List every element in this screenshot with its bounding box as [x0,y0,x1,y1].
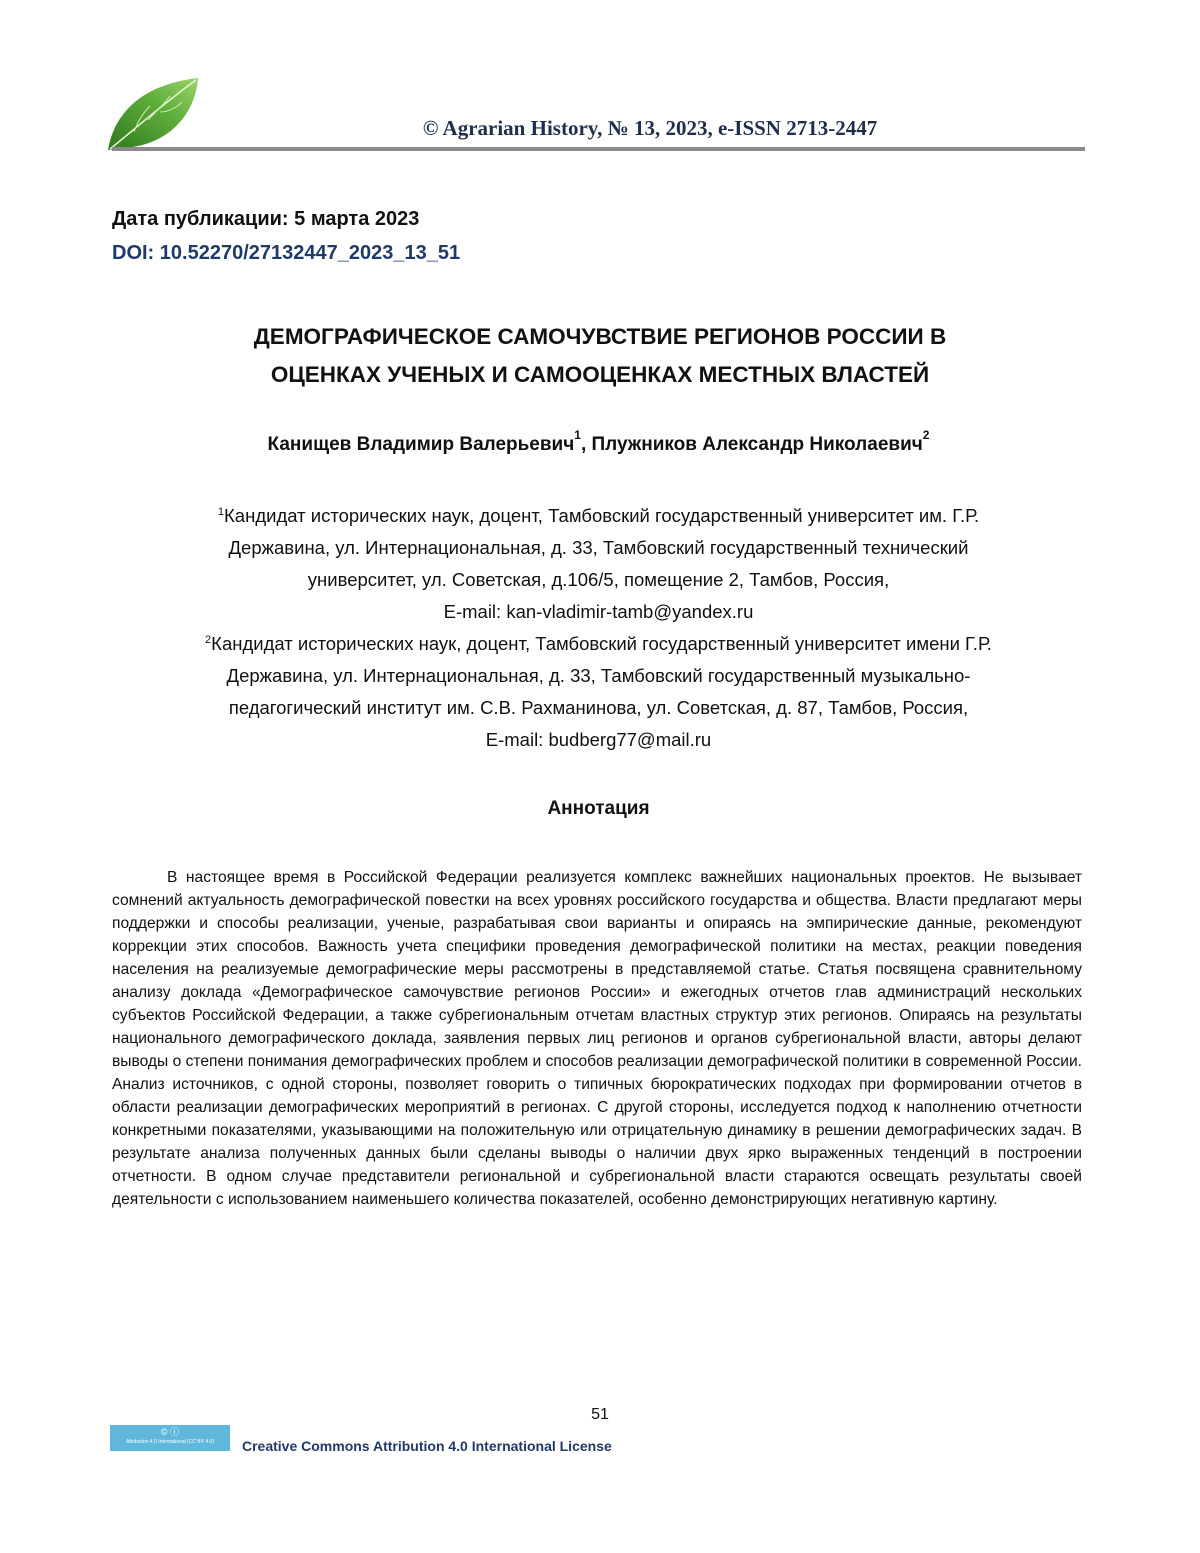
cc-icon: © ⓘ [160,1427,180,1437]
affiliation-2-text: Кандидат исторических наук, доцент, Тамбовский государственный университет имени Г.Р. [211,633,992,654]
cc-license-badge[interactable] [110,1425,230,1451]
page-number: 51 [591,1406,609,1423]
doi[interactable]: DOI: 10.52270/27132447_2023_13_51 [112,242,461,264]
affiliation-1-sup: 1 [217,506,225,518]
authors [112,428,1085,456]
annotation-heading: Аннотация [547,798,650,819]
annotation-text: В настоящее время в Российской Федерации реализуется комплекс важнейших национальных проектов. Не вызывает сомнений актуальность демографической повестки на всех уровнях российского государства и общества. Власти предлагают меры поддержки и способы реализации, ученые, разрабатывая свои варианты и опираясь на эмпирические данные, рекомендуют коррекции этих способов. Важность учета специфики проведения демографической политики на местах, реакции поведения населения на реализуемые демографические меры рассмотрены в представляемой статье. Статья посвящена сравнительному анализу доклада «Демографическое самочувствие регионов России» и ежегодных отчетов глав администраций нескольких субъектов Российской Федерации, а также субрегиональным отчетам властных структур этих регионов. Опираясь на результаты национального демографического доклада, заявления первых лиц регионов и органов субрегиональной власти, авторы делают выводы о степени понимания демографических проблем и способов реализации демографической политики в современной России. Анализ источников, с одной стороны, позволяет говорить о типичных бюрократических подходах при формировании отчетов в области реализации демографических мероприятий в регионах. С другой стороны, исследуется подход к наполнению отчетности конкретными показателями, указывающими на положительную или отрицательную динамику в решении демографических задач. В результате анализа полученных данных были сделаны выводы о наличии двух ярко выраженных тенденций в построении отчетности. В одном случае представители региональной и субрегиональной власти стараются освещать результаты своей деятельности с использованием наименьшего количества показателей, особенно демонстрирующих негативную картину. [112,869,1083,1208]
affiliation-2-sup: 2 [205,634,212,646]
author-2: Плужников Александр Николаевич [591,434,923,455]
publication-date: Дата публикации: 5 марта 2023 [112,208,420,230]
affiliation-1-email[interactable]: E-mail: kan-vladimir-tamb@yandex.ru [443,601,754,622]
leaf-logo-icon [104,72,204,156]
author-1: Канищев Владимир Валерьевич [267,434,575,455]
affiliation-2-email[interactable]: E-mail: budberg77@mail.ru [485,729,712,750]
affiliations [112,500,1085,756]
title-line-1: ДЕМОГРАФИЧЕСКОЕ САМОЧУВСТВИЕ РЕГИОНОВ РОССИИ В [253,324,947,349]
title-line-2: ОЦЕНКАХ УЧЕНЫХ И САМООЦЕНКАХ МЕСТНЫХ ВЛАСТЕЙ [270,362,930,387]
affiliation-1-line-1 [112,500,1085,532]
affiliation-1-line-2: Державина, ул. Интернациональная, д. 33, Тамбовский государственный технический [228,537,969,558]
journal-header: © Agrarian History, № 13, 2023, e-ISSN 2713-2447 [422,116,878,140]
affiliation-2-line-3: педагогический институт им. С.В. Рахманинова, ул. Советская, д. 87, Тамбов, Россия, [228,697,969,718]
affiliation-2-line-1 [112,628,1085,660]
article-title [130,318,1070,394]
author-2-sup: 2 [922,428,930,442]
cc-badge-text: Attribution 4.0 International (CC BY 4.0) [125,1439,214,1445]
header-rule [112,147,1085,151]
author-separator: , [580,434,592,455]
affiliation-2-line-2: Державина, ул. Интернациональная, д. 33, Тамбовский государственный музыкально- [226,665,971,686]
license-link[interactable]: Creative Commons Attribution 4.0 International License [242,1438,612,1454]
affiliation-1-text: Кандидат исторических наук, доцент, Тамбовский государственный университет им. Г.Р. [224,505,980,526]
author-1-sup: 1 [574,428,581,442]
affiliation-1-line-3: университет, ул. Советская, д.106/5, помещение 2, Тамбов, Россия, [307,569,890,590]
